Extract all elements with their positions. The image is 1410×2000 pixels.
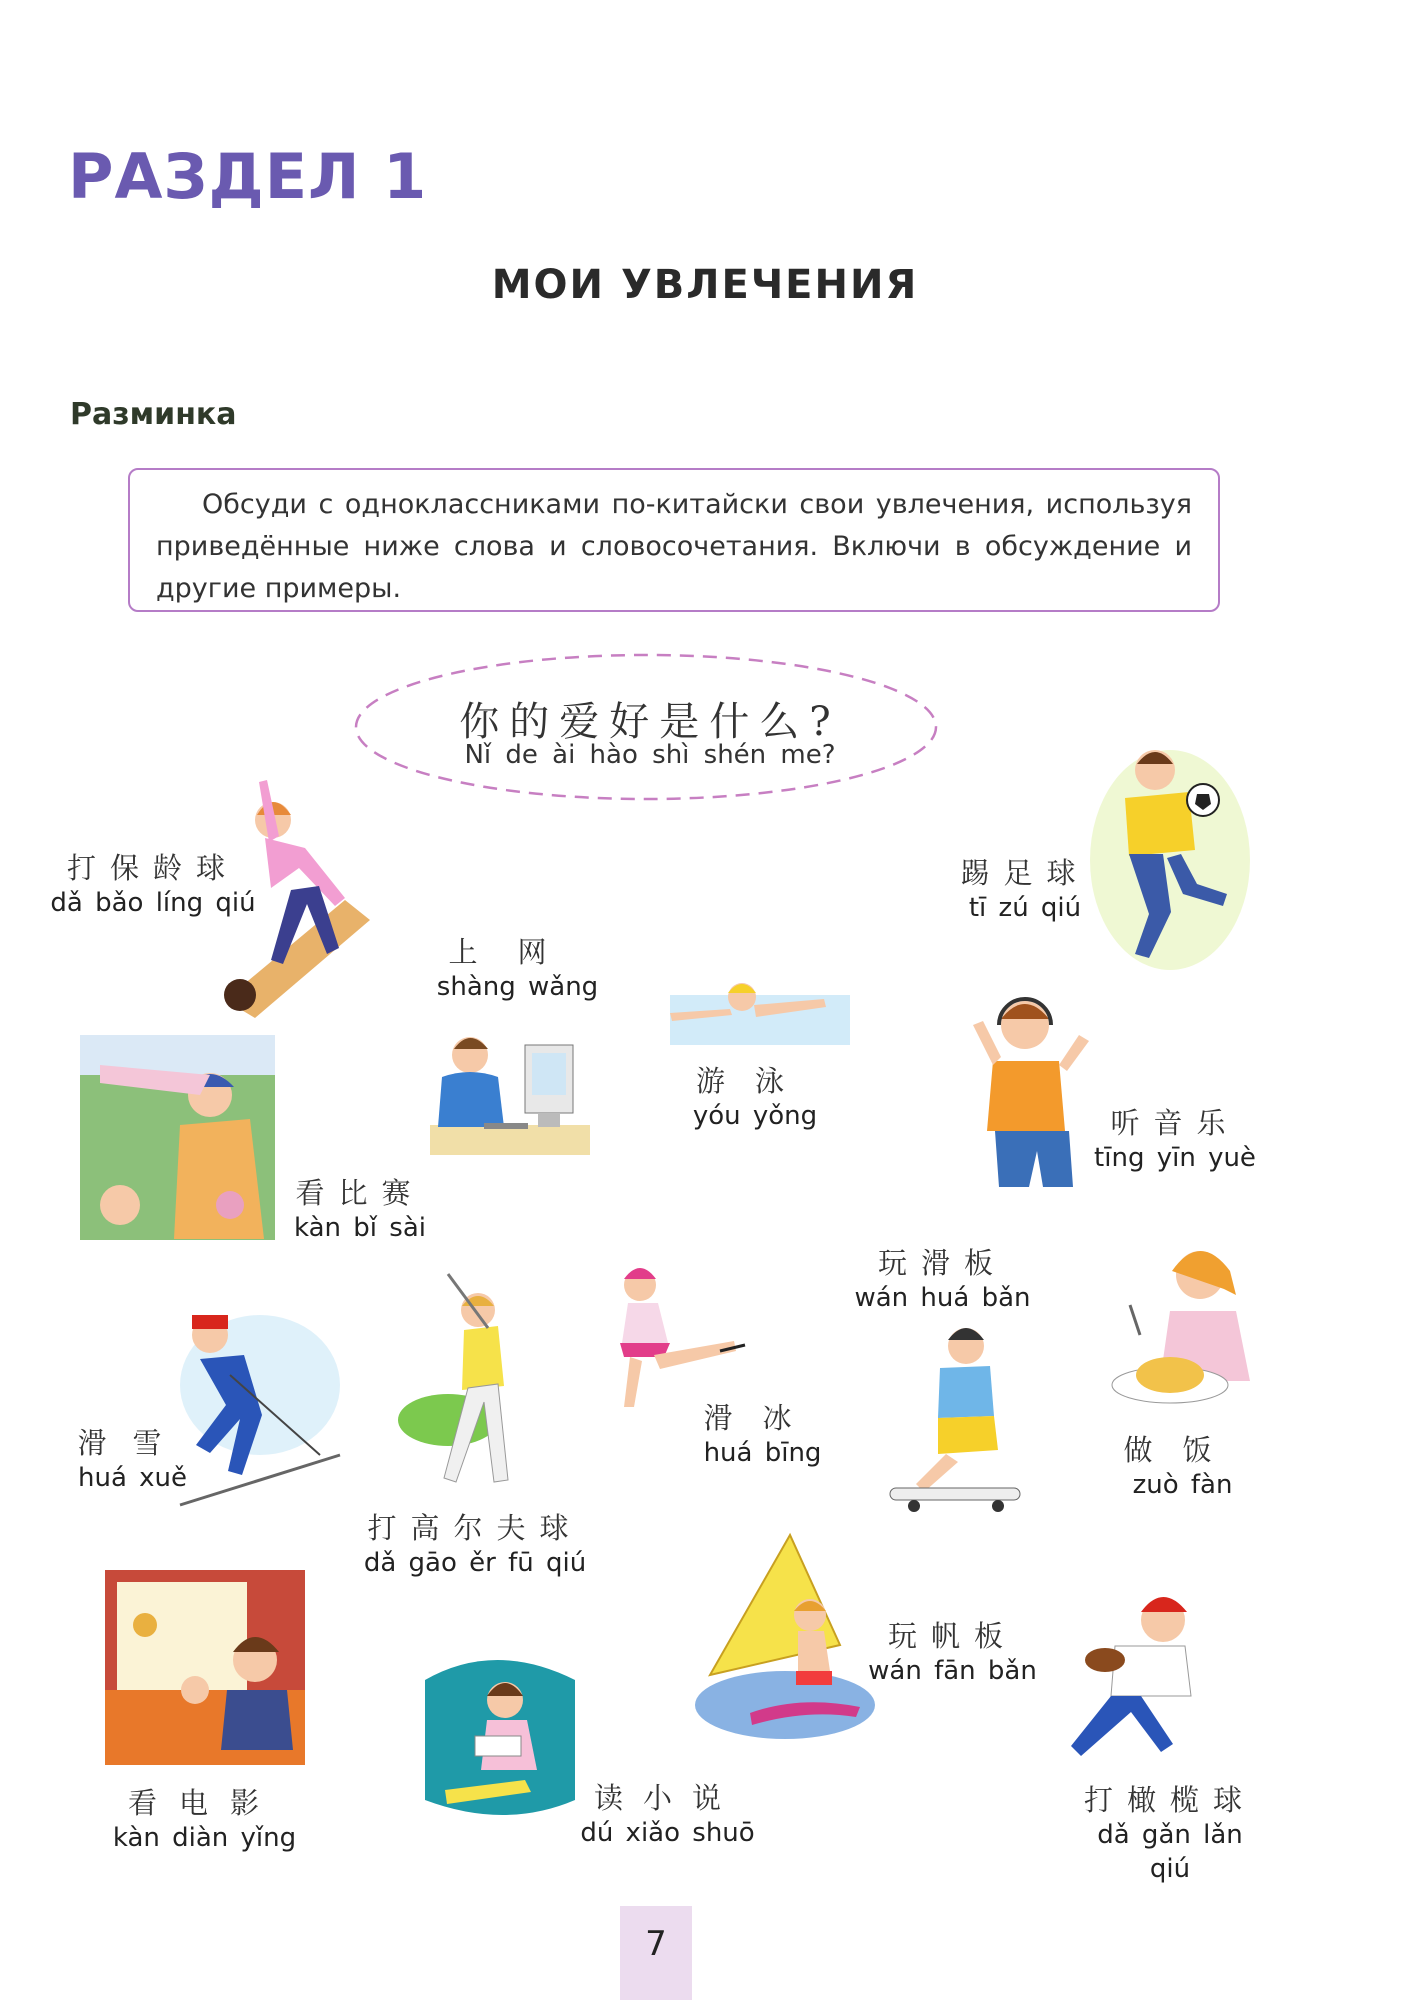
hobby-chinese: 打保龄球: [66, 851, 239, 885]
hobby-chinese: 滑冰: [703, 1401, 822, 1435]
hobby-pinyin: yóu yǒng: [692, 1101, 818, 1131]
hobby-label-swimming: [680, 1063, 830, 1133]
hobby-chinese: 游泳: [695, 1064, 814, 1098]
swimming-icon: [650, 965, 870, 1055]
hobby-label-skating: [690, 1400, 835, 1470]
hobby-chinese: 踢足球: [960, 856, 1090, 890]
football-icon: [1085, 730, 1255, 975]
bubble-question-chinese: 你的爱好是什么?: [459, 699, 841, 745]
hobby-label-golf: [350, 1510, 600, 1580]
hobby-chinese: 玩帆板: [887, 1619, 1017, 1653]
spectator-icon: [80, 1035, 275, 1240]
hobby-label-music: [1090, 1105, 1260, 1175]
hobby-pinyin: wán fān bǎn: [868, 1656, 1037, 1686]
hobby-pinyin: huá bīng: [703, 1438, 822, 1468]
hobby-chinese: 做饭: [1123, 1433, 1242, 1467]
windsurf-icon: [690, 1535, 880, 1745]
skating-icon: [590, 1255, 750, 1415]
hobby-pinyin: tī zú qiú: [968, 893, 1082, 923]
hobby-chinese: 滑雪: [77, 1426, 188, 1460]
hobby-label-football: [950, 855, 1100, 925]
hobby-pinyin: dǎ bǎo líng qiú: [50, 888, 256, 918]
unit-title: МОИ УВЛЕЧЕНИЯ: [491, 262, 919, 308]
task-text: Обсуди с одноклассниками по-китайски свои увлечения, используя приведённые ниже слова и словосочетания. Включи в обсуждение и другие примеры.: [156, 489, 1192, 604]
hobby-pinyin: dǎ gāo ěr fū qiú: [363, 1548, 587, 1578]
hobby-pinyin: kàn bǐ sài: [294, 1213, 426, 1243]
section-title: РАЗДЕЛ 1: [68, 140, 428, 213]
hobby-pinyin: wán huá bǎn: [854, 1283, 1031, 1313]
cinema-icon: [105, 1570, 305, 1765]
hobby-label-reading: [575, 1780, 760, 1850]
rugby-icon: [1045, 1580, 1225, 1770]
bubble-question-pinyin: Nǐ de ài hào shì shén me?: [464, 740, 836, 770]
cooking-icon: [1100, 1235, 1275, 1420]
computer-icon: [420, 1015, 600, 1165]
reading-icon: [405, 1640, 585, 1825]
hobby-chinese: 上网: [448, 935, 587, 969]
hobby-pinyin: shàng wǎng: [436, 972, 599, 1002]
hobby-chinese: 看电影: [127, 1786, 281, 1820]
hobby-label-cooking: [1115, 1432, 1250, 1502]
skateboard-icon: [880, 1320, 1030, 1520]
hobby-pinyin: zuò fàn: [1132, 1470, 1233, 1500]
hobby-chinese: 读小说: [593, 1781, 741, 1815]
hobby-chinese: 看比赛: [295, 1176, 425, 1210]
hobby-pinyin: huá xuě: [77, 1463, 187, 1493]
hobby-pinyin: dú xiǎo shuō: [580, 1818, 755, 1848]
hobby-label-skiing: [70, 1425, 195, 1495]
hobby-chinese: 听音乐: [1110, 1106, 1240, 1140]
page-number: 7: [645, 1924, 667, 1964]
warmup-heading: Разминка: [70, 397, 237, 432]
hobby-label-windsurf: [865, 1618, 1040, 1688]
music-icon: [965, 985, 1105, 1190]
hobby-label-bowling: [48, 850, 258, 920]
hobby-label-rugby: [1075, 1782, 1265, 1886]
skiing-icon: [170, 1305, 350, 1515]
task-box: [128, 468, 1220, 612]
hobby-pinyin: kàn diàn yǐng: [112, 1823, 297, 1853]
hobby-chinese: 玩滑板: [877, 1246, 1007, 1280]
hobby-label-internet: [425, 934, 610, 1004]
hobby-pinyin: tīng yīn yuè: [1094, 1143, 1256, 1173]
hobby-label-match: [280, 1175, 440, 1245]
hobby-chinese: 打橄榄球: [1083, 1783, 1256, 1817]
golf-icon: [388, 1270, 543, 1490]
hobby-chinese: 打高尔夫球: [367, 1511, 583, 1545]
hobby-label-cinema: [112, 1785, 297, 1855]
hobby-label-skateboard: [850, 1245, 1035, 1315]
hobby-pinyin: dǎ gǎn lǎn qiú: [1097, 1820, 1243, 1884]
